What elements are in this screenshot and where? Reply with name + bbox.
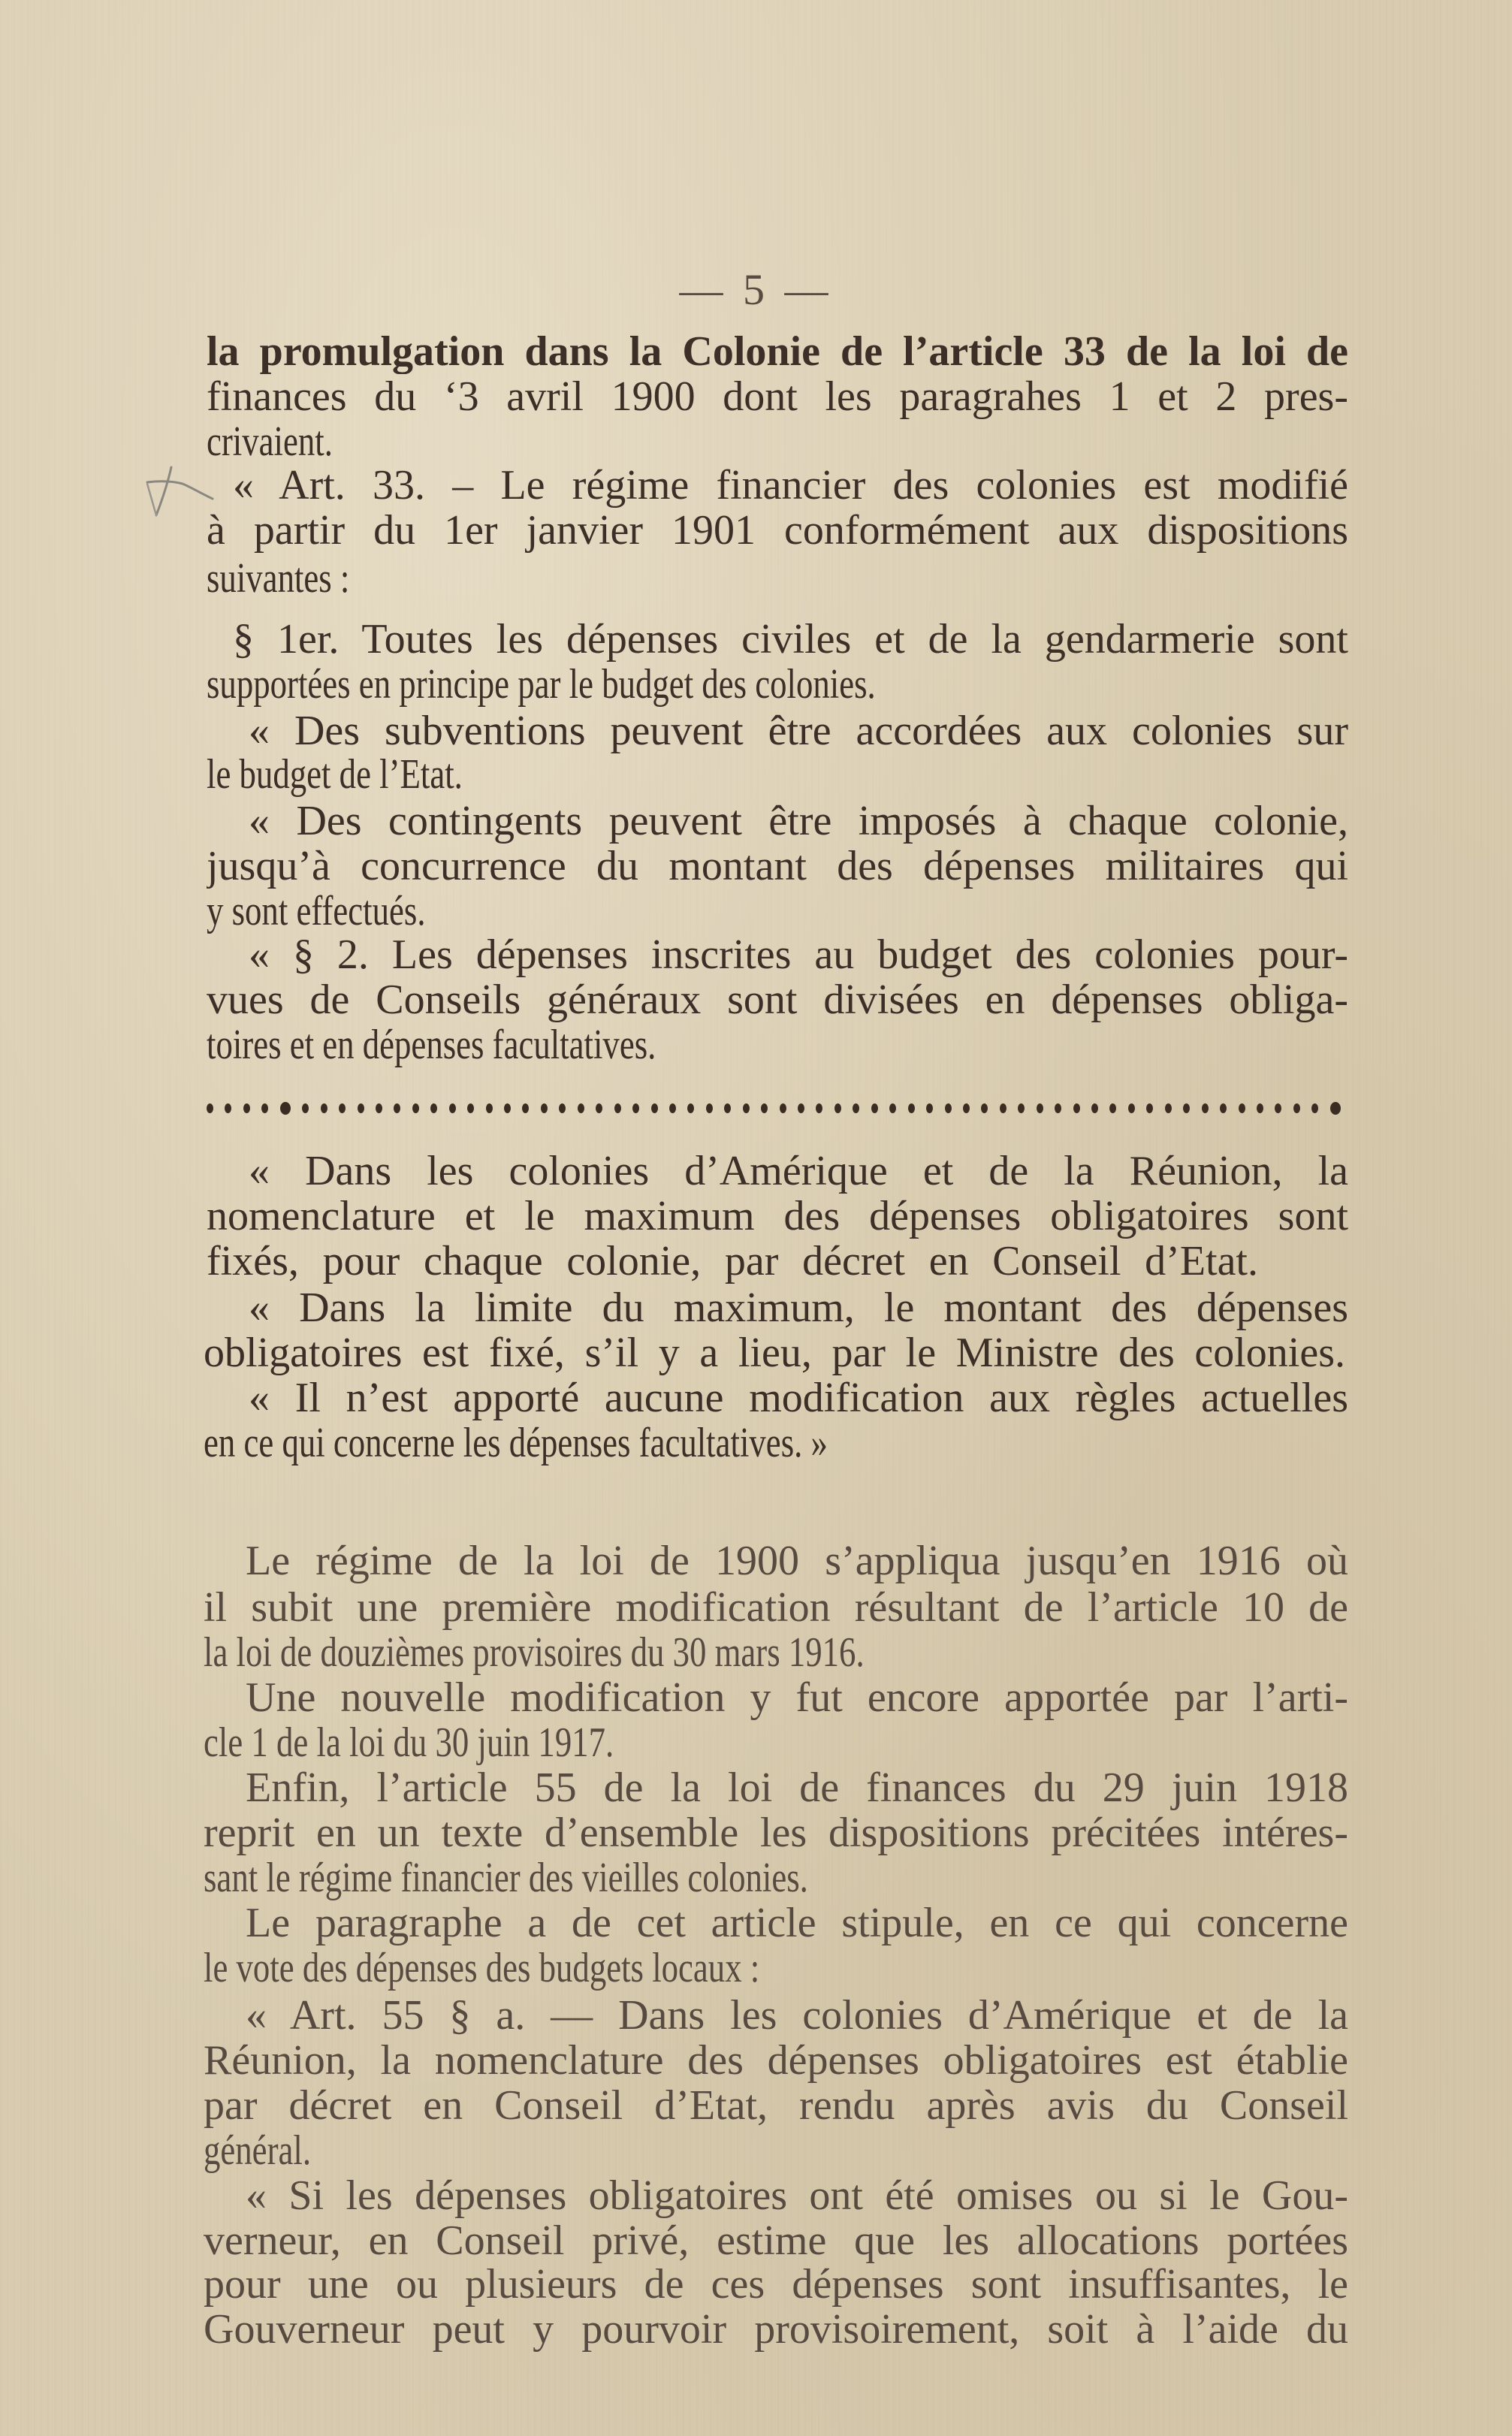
separator-dot bbox=[261, 1103, 268, 1113]
separator-dot bbox=[834, 1103, 841, 1113]
separator-dot bbox=[1073, 1103, 1080, 1113]
text-line: « § 2. Les dépenses inscrites au budget des colonies pour- bbox=[249, 932, 1348, 977]
text-line: fixés, pour chaque colonie, par décret en Conseil d’Etat. bbox=[207, 1239, 1258, 1284]
separator-dot bbox=[578, 1103, 584, 1113]
text-line: verneur, en Conseil privé, estime que les allocations portées bbox=[204, 2218, 1348, 2263]
separator-dot bbox=[394, 1103, 400, 1113]
separator-dot bbox=[1018, 1103, 1025, 1113]
text-line: crivaient. bbox=[207, 418, 333, 465]
separator-dot bbox=[449, 1103, 456, 1113]
separator-dot bbox=[1091, 1103, 1098, 1113]
ellipsis-separator bbox=[207, 1093, 1341, 1123]
text-line: reprit en un texte d’ensemble les dispositions précitées intéres- bbox=[204, 1810, 1348, 1855]
separator-dot bbox=[981, 1103, 988, 1113]
text-line: y sont effectués. bbox=[207, 888, 426, 934]
separator-dot bbox=[669, 1103, 676, 1113]
separator-dot bbox=[522, 1103, 529, 1113]
handwritten-pencil-mark-icon bbox=[141, 458, 216, 526]
text-line: à partir du 1er janvier 1901 conformément aux dispositions bbox=[207, 508, 1348, 553]
text-line: Le paragraphe a de cet article stipule, en ce qui concerne bbox=[246, 1900, 1348, 1945]
text-line: Réunion, la nomenclature des dépenses obligatoires est établie bbox=[204, 2038, 1348, 2083]
separator-dot bbox=[541, 1103, 548, 1113]
separator-dot bbox=[1330, 1102, 1341, 1115]
separator-dot bbox=[945, 1103, 952, 1113]
text-line: général. bbox=[204, 2127, 312, 2174]
separator-dot bbox=[651, 1103, 658, 1113]
separator-dot bbox=[1183, 1103, 1190, 1113]
text-line: toires et en dépenses facultatives. bbox=[207, 1022, 656, 1068]
text-line: « Des subventions peuvent être accordées aux colonies sur bbox=[249, 708, 1348, 753]
text-line: « Art. 33. – Le régime financier des colonies est modifié bbox=[233, 463, 1348, 508]
separator-dot bbox=[1146, 1103, 1153, 1113]
separator-dot bbox=[339, 1103, 346, 1113]
text-line: supportées en principe par le budget des colonies. bbox=[207, 661, 876, 708]
separator-dot bbox=[1220, 1103, 1227, 1113]
text-line: la promulgation dans la Colonie de l’article 33 de la loi de bbox=[207, 329, 1348, 374]
separator-dot bbox=[1293, 1103, 1300, 1113]
separator-dot bbox=[743, 1103, 750, 1113]
text-line: finances du ‘3 avril 1900 dont les paragrahes 1 et 2 pres- bbox=[207, 374, 1348, 419]
separator-dot bbox=[798, 1103, 804, 1113]
separator-dot bbox=[376, 1103, 382, 1113]
separator-dot bbox=[596, 1103, 602, 1113]
page-number: — 5 — bbox=[679, 265, 833, 314]
separator-dot bbox=[1128, 1103, 1135, 1113]
text-line: obligatoires est fixé, s’il y a lieu, par le Ministre des colonies. bbox=[204, 1330, 1345, 1375]
separator-dot bbox=[280, 1102, 291, 1115]
separator-dot bbox=[724, 1103, 731, 1113]
separator-dot bbox=[1037, 1103, 1043, 1113]
text-line: « Des contingents peuvent être imposés à chaque colonie, bbox=[249, 798, 1348, 844]
separator-dot bbox=[504, 1103, 511, 1113]
text-line: « Il n’est apporté aucune modification aux règles actuelles bbox=[249, 1375, 1348, 1420]
separator-dot bbox=[687, 1103, 694, 1113]
text-line: en ce qui concerne les dépenses facultatives. » bbox=[204, 1420, 828, 1466]
text-line: « Dans la limite du maximum, le montant des dépenses bbox=[249, 1285, 1348, 1330]
text-line: jusqu’à concurrence du montant des dépenses militaires qui bbox=[207, 844, 1348, 889]
text-line: pour une ou plusieurs de ces dépenses sont insuffisantes, le bbox=[204, 2262, 1348, 2307]
text-line: la loi de douzièmes provisoires du 30 mars 1916. bbox=[204, 1629, 865, 1676]
separator-dot bbox=[467, 1103, 474, 1113]
text-line: nomenclature et le maximum des dépenses obligatoires sont bbox=[207, 1194, 1348, 1239]
separator-dot bbox=[358, 1103, 364, 1113]
separator-dot bbox=[559, 1103, 566, 1113]
separator-dot bbox=[761, 1103, 768, 1113]
text-line: vues de Conseils généraux sont divisées en dépenses obliga- bbox=[207, 977, 1348, 1022]
separator-dot bbox=[1055, 1103, 1061, 1113]
text-line: le budget de l’Etat. bbox=[207, 751, 463, 798]
text-line: « Dans les colonies d’Amérique et de la Réunion, la bbox=[249, 1149, 1348, 1194]
separator-dot bbox=[1311, 1103, 1318, 1113]
separator-dot bbox=[1202, 1103, 1209, 1113]
separator-dot bbox=[706, 1103, 713, 1113]
separator-dot bbox=[963, 1103, 970, 1113]
separator-dot bbox=[207, 1103, 213, 1113]
separator-dot bbox=[1239, 1103, 1245, 1113]
separator-dot bbox=[780, 1103, 786, 1113]
separator-dot bbox=[412, 1103, 419, 1113]
separator-dot bbox=[1109, 1103, 1116, 1113]
text-line: sant le régime financier des vieilles colonies. bbox=[204, 1855, 808, 1901]
text-line: il subit une première modification résultant de l’article 10 de bbox=[204, 1585, 1348, 1630]
separator-dot bbox=[816, 1103, 822, 1113]
separator-dot bbox=[1000, 1103, 1006, 1113]
separator-dot bbox=[1165, 1103, 1172, 1113]
separator-dot bbox=[321, 1103, 327, 1113]
text-line: § 1er. Toutes les dépenses civiles et de la gendarmerie sont bbox=[233, 617, 1348, 662]
separator-dot bbox=[614, 1103, 621, 1113]
text-line: Enfin, l’article 55 de la loi de finances du 29 juin 1918 bbox=[246, 1765, 1348, 1810]
separator-dot bbox=[871, 1103, 878, 1113]
separator-dot bbox=[243, 1103, 250, 1113]
separator-dot bbox=[302, 1103, 309, 1113]
separator-dot bbox=[1257, 1103, 1263, 1113]
text-line: Le régime de la loi de 1900 s’appliqua jusqu’en 1916 où bbox=[246, 1538, 1348, 1583]
text-line: « Art. 55 § a. — Dans les colonies d’Amérique et de la bbox=[246, 1993, 1348, 2038]
text-line: le vote des dépenses des budgets locaux : bbox=[204, 1945, 760, 1991]
text-line: suivantes : bbox=[207, 555, 350, 602]
text-line: par décret en Conseil d’Etat, rendu après avis du Conseil bbox=[204, 2083, 1348, 2128]
separator-dot bbox=[632, 1103, 639, 1113]
separator-dot bbox=[889, 1103, 896, 1113]
separator-dot bbox=[853, 1103, 859, 1113]
text-line: Gouverneur peut y pourvoir provisoirement, soit à l’aide du bbox=[204, 2307, 1348, 2352]
separator-dot bbox=[908, 1103, 915, 1113]
separator-dot bbox=[430, 1103, 437, 1113]
text-line: cle 1 de la loi du 30 juin 1917. bbox=[204, 1719, 614, 1766]
separator-dot bbox=[926, 1103, 933, 1113]
separator-dot bbox=[486, 1103, 493, 1113]
separator-dot bbox=[1275, 1103, 1281, 1113]
text-line: « Si les dépenses obligatoires ont été omises ou si le Gou- bbox=[246, 2173, 1348, 2218]
text-line: Une nouvelle modification y fut encore apportée par l’arti- bbox=[246, 1675, 1348, 1720]
separator-dot bbox=[225, 1103, 231, 1113]
